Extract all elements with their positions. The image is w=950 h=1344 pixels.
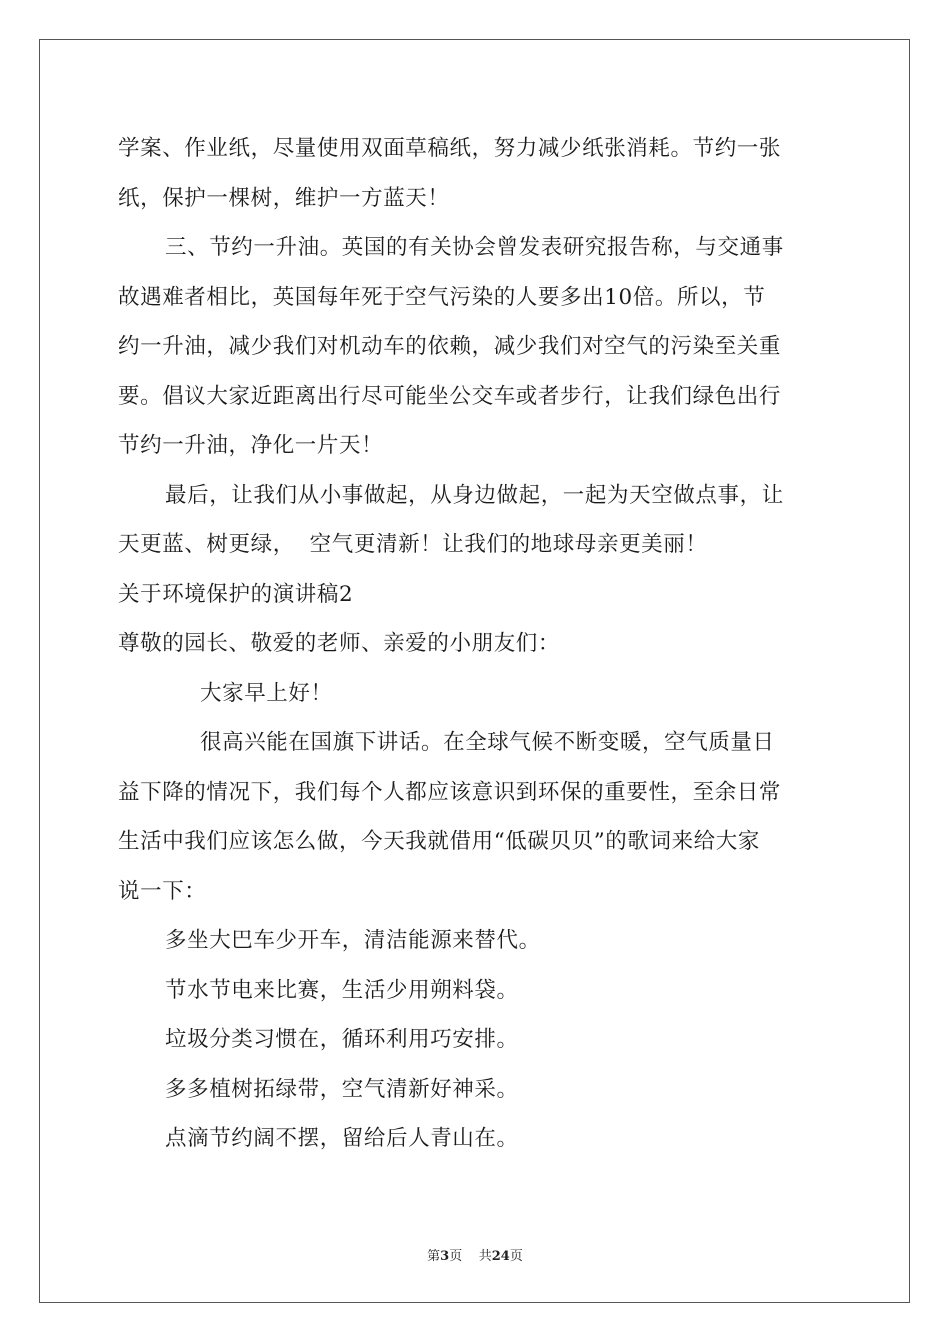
page-number: 3 <box>440 1249 450 1264</box>
paragraph-line: 纸，保护一棵树，维护一方蓝天！ <box>118 185 450 211</box>
paragraph-line: 说一下： <box>118 878 207 904</box>
document-body <box>118 124 833 1164</box>
footer-prefix: 第 <box>427 1249 441 1264</box>
paragraph-line: 要。倡议大家近距离出行尽可能坐公交车或者步行，让我们绿色出行 <box>118 383 782 409</box>
paragraph-line: 益下降的情况下，我们每个人都应该意识到环保的重要性，至余日常 <box>118 779 782 805</box>
paragraph-line: 天更蓝、树更绿， 空气更清新！让我们的地球母亲更美丽！ <box>118 532 708 557</box>
paragraph-line: 最后，让我们从小事做起，从身边做起，一起为天空做点事，让 <box>165 482 784 508</box>
paragraph-line: 约一升油，减少我们对机动车的依赖，减少我们对空气的污染至关重 <box>118 334 782 359</box>
footer-total-prefix: 共 <box>478 1249 492 1264</box>
lyric-line: 点滴节约阔不摆，留给后人青山在。 <box>165 1126 519 1151</box>
lyric-line: 垃圾分类习惯在，循环利用巧安排。 <box>165 1027 519 1052</box>
paragraph-line: 节约一升油，净化一片天！ <box>118 433 384 458</box>
lyric-line: 多多植树拓绿带，空气清新好神采。 <box>165 1076 519 1102</box>
paragraph-line: 生活中我们应该怎么做，今天我就借用“低碳贝贝”的歌词来给大家 <box>118 829 760 854</box>
total-pages: 24 <box>491 1249 510 1264</box>
footer-total-suffix: 页 <box>509 1249 523 1264</box>
lyric-line: 多坐大巴车少开车，清洁能源来替代。 <box>165 928 541 953</box>
paragraph-line: 三、节约一升油。英国的有关协会曾发表研究报告称，与交通事 <box>165 235 784 260</box>
section-title: 关于环境保护的演讲稿2 <box>118 581 354 607</box>
paragraph-line: 很高兴能在国旗下讲话。在全球气候不断变暖，空气质量日 <box>200 730 775 755</box>
page-footer <box>0 1245 950 1264</box>
greeting: 大家早上好！ <box>200 680 333 706</box>
footer-page-suffix: 页 <box>449 1249 463 1264</box>
paragraph-line: 故遇难者相比，英国每年死于空气污染的人要多出10倍。所以，节 <box>118 284 766 310</box>
lyric-line: 节水节电来比赛，生活少用朔料袋。 <box>165 977 519 1003</box>
salutation: 尊敬的园长、敬爱的老师、亲爱的小朋友们： <box>118 631 561 656</box>
paragraph-line: 学案、作业纸，尽量使用双面草稿纸，努力减少纸张消耗。节约一张 <box>118 136 782 161</box>
